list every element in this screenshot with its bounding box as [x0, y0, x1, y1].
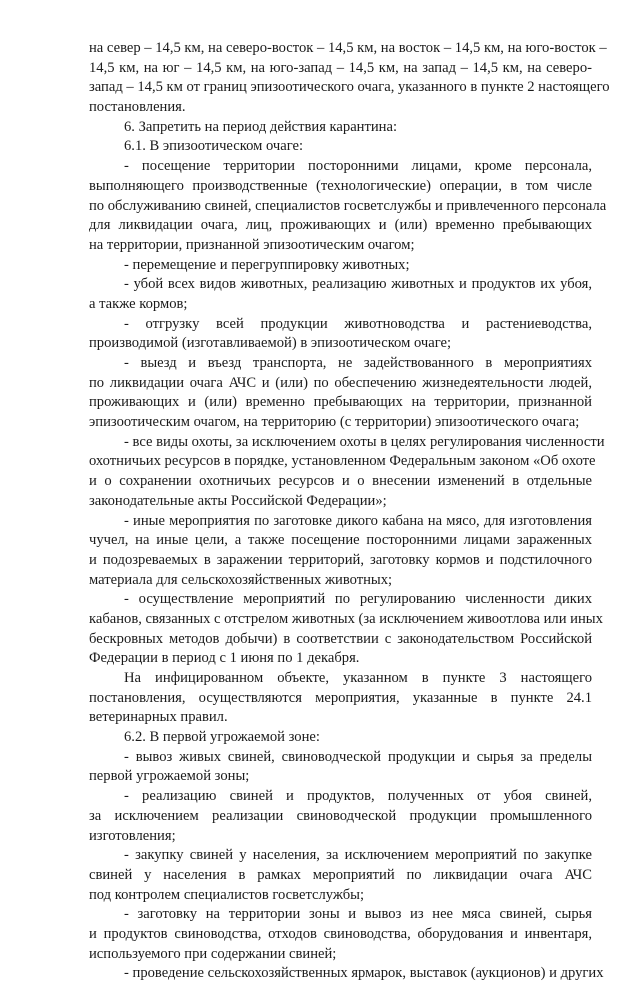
text-line: и продуктов свиноводства, отходов свиноводства, оборудования и инвентаря,	[89, 925, 592, 942]
text-line: - перемещение и перегруппировку животных;	[124, 256, 410, 273]
text-line: 6.2. В первой угрожаемой зоне:	[124, 729, 320, 746]
text-line: 14,5 км, на юг – 14,5 км, на юго-запад – 14,5 км, на запад – 14,5 км, на северо-	[89, 59, 592, 76]
text-line: - реализацию свиней и продуктов, полученных от убоя свиней,	[124, 788, 592, 805]
text-line: - проведение сельскохозяйственных ярмарок, выставок (аукционов) и других	[124, 965, 604, 982]
text-line: - все виды охоты, за исключением охоты в целях регулирования численности	[124, 433, 605, 450]
text-line: - посещение территории посторонними лицами, кроме персонала,	[124, 158, 592, 175]
text-line: первой угрожаемой зоны;	[89, 768, 250, 785]
text-line: ветеринарных правил.	[89, 709, 228, 726]
text-line: и о сохранении охотничьих ресурсов и о внесении изменений в отдельные	[89, 473, 592, 490]
text-line: проживающих и (или) временно пребывающих на территории, признанной	[89, 394, 592, 411]
text-line: изготовления;	[89, 827, 176, 844]
text-line: кабанов, связанных с отстрелом животных (за исключением живоотлова или иных	[89, 610, 603, 627]
text-line: - вывоз живых свиней, свиноводческой продукции и сырья за пределы	[124, 748, 592, 765]
text-line: материала для сельскохозяйственных животных;	[89, 571, 393, 588]
text-line: На инфицированном объекте, указанном в пункте 3 настоящего	[124, 670, 592, 686]
text-line: под контролем специалистов госветслужбы;	[89, 886, 365, 903]
text-line: эпизоотическим очагом, на территорию (с территории) эпизоотического очага;	[89, 414, 580, 431]
text-line: по ликвидации очага АЧС и (или) по обеспечению жизнедеятельности людей,	[89, 374, 592, 391]
text-line: на север – 14,5 км, на северо-восток – 14,5 км, на восток – 14,5 км, на юго-восток –	[89, 40, 607, 56]
text-line: выполняющего производственные (технологические) операции, в том числе	[89, 177, 592, 194]
text-line: - закупку свиней у населения, за исключением мероприятий по закупке	[124, 847, 592, 864]
text-line: - убой всех видов животных, реализацию животных и продуктов их убоя,	[124, 276, 592, 293]
text-line: свиней у населения в рамках мероприятий по ликвидации очага АЧС	[89, 866, 592, 883]
text-line: запад – 14,5 км от границ эпизоотического очага, указанного в пункте 2 настоящего	[89, 79, 610, 96]
text-line: Федерации в период с 1 июня по 1 декабря.	[89, 650, 360, 667]
text-line: 6.1. В эпизоотическом очаге:	[124, 138, 304, 155]
text-line: бескровных методов добычи) в соответствии с законодательством Российской	[89, 630, 592, 647]
text-line: охотничьих ресурсов в порядке, установленном Федеральным законом «Об охоте	[89, 453, 596, 470]
text-line: и подозреваемых в заражении территорий, заготовку кормов и подстилочного	[89, 551, 592, 568]
text-line: 6. Запретить на период действия карантина:	[124, 118, 398, 135]
text-line: используемого при содержании свиней;	[89, 945, 337, 962]
text-line: а также кормов;	[89, 295, 188, 312]
text-line: производимой (изготавливаемой) в эпизоотическом очаге;	[89, 335, 452, 352]
text-line: - отгрузку всей продукции животноводства и растениеводства,	[124, 315, 592, 332]
text-line: за исключением реализации свиноводческой продукции промышленного	[89, 807, 592, 824]
text-line: постановления.	[89, 99, 186, 116]
text-line: на территории, признанной эпизоотическим очагом;	[89, 236, 415, 253]
text-line: чучел, на иные цели, а также посещение посторонними лицами зараженных	[89, 532, 592, 549]
text-line: законодательные акты Российской Федерации»;	[89, 492, 387, 509]
text-line: по обслуживанию свиней, специалистов госветслужбы и привлеченного персонала	[89, 197, 607, 214]
document-body	[89, 39, 610, 984]
text-line: - иные мероприятия по заготовке дикого кабана на мясо, для изготовления	[124, 512, 592, 529]
text-line: для ликвидации очага, лиц, проживающих и (или) временно пребывающих	[89, 217, 592, 234]
text-line: - заготовку на территории зоны и вывоз из нее мяса свиней, сырья	[124, 906, 592, 923]
text-line: - выезд и въезд транспорта, не задействованного в мероприятиях	[124, 355, 592, 371]
text-line: постановления, осуществляются мероприятия, указанные в пункте 24.1	[89, 689, 592, 706]
text-line: - осуществление мероприятий по регулированию численности диких	[124, 591, 592, 608]
